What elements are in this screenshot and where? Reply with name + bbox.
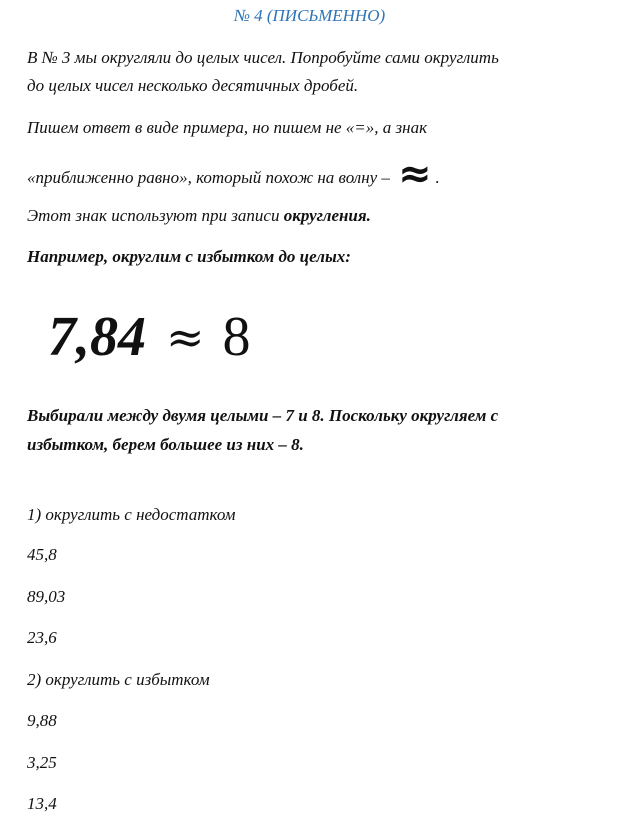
- task-2-number: 13,4: [27, 794, 57, 813]
- answer-format-text: «приближенно равно», который похож на волну –: [27, 168, 390, 187]
- explanation-line-1: Выбирали между двумя целыми – 7 и 8. Поскольку округляем с: [27, 406, 499, 425]
- example-expression: [48, 304, 251, 370]
- intro-line-2: до целых чисел несколько десятичных дробей.: [27, 76, 359, 95]
- usage-text: Этот знак используют при записи: [27, 206, 284, 225]
- task-2-number: 3,25: [27, 753, 57, 772]
- approx-wave-symbol: ≈: [397, 151, 432, 197]
- example-approx-symbol: ≈: [166, 310, 205, 364]
- usage-bold-word: округления.: [283, 206, 371, 225]
- task-2-label: 2) округлить с избытком: [27, 670, 210, 689]
- example-number: 7,84: [48, 306, 146, 368]
- example-result: 8: [222, 306, 251, 368]
- answer-format-line-2: [27, 151, 440, 197]
- task-1-number: 45,8: [27, 545, 57, 564]
- page-title: № 4 (ПИСЬМЕННО): [233, 6, 386, 25]
- task-2-number: 9,88: [27, 711, 57, 730]
- task-1-number: 89,03: [27, 587, 66, 606]
- usage-line: [27, 206, 371, 226]
- explanation-line-2: избытком, берем большее из них – 8.: [27, 435, 304, 454]
- task-1-number: 23,6: [27, 628, 57, 647]
- task-1-label: 1) округлить с недостатком: [27, 505, 236, 524]
- answer-format-line-1: Пишем ответ в виде примера, но пишем не «=», а знак: [27, 118, 428, 137]
- answer-format-period: .: [435, 168, 440, 187]
- intro-line-1: В № 3 мы округляли до целых чисел. Попробуйте сами округлить: [27, 48, 499, 67]
- example-heading: Например, округлим с избытком до целых:: [27, 247, 351, 266]
